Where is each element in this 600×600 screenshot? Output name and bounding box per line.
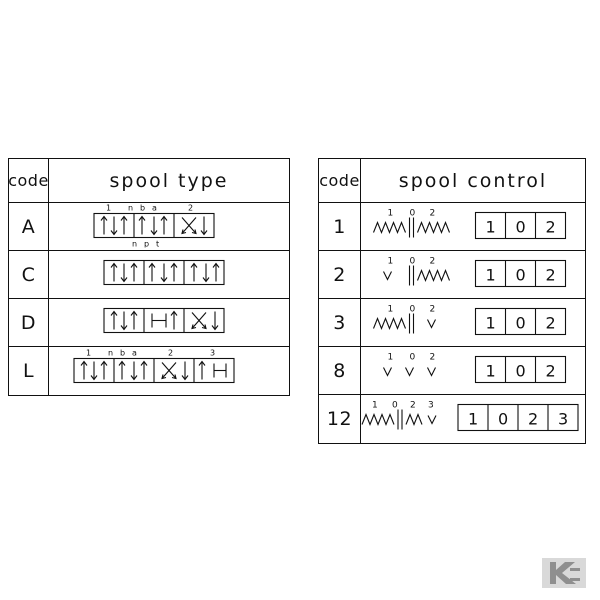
svg-text:a: a — [152, 203, 157, 212]
table-row — [319, 203, 585, 251]
control-symbol-1-cell — [361, 203, 585, 250]
spool-symbol-c-cell — [49, 251, 289, 298]
spool-symbol-a — [84, 201, 254, 252]
svg-text:0: 0 — [409, 352, 416, 362]
table-row — [9, 347, 289, 395]
svg-text:2: 2 — [429, 208, 436, 218]
spool-symbol-d — [94, 303, 244, 342]
row-code-3: 3 — [319, 299, 361, 346]
svg-text:a: a — [132, 348, 137, 358]
svg-text:1: 1 — [387, 208, 394, 218]
svg-text:2: 2 — [168, 348, 174, 358]
control-symbol-12 — [358, 396, 588, 443]
svg-text:0: 0 — [515, 265, 526, 284]
spool-symbol-l — [64, 347, 274, 396]
table-row — [319, 347, 585, 395]
svg-text:1: 1 — [485, 313, 496, 332]
control-symbol-1 — [366, 203, 581, 250]
svg-text:2: 2 — [410, 400, 416, 411]
svg-text:3: 3 — [428, 400, 434, 411]
svg-text:1: 1 — [387, 256, 394, 266]
svg-text:2: 2 — [545, 265, 556, 284]
table-row — [9, 251, 289, 299]
spool-symbol-d-cell — [49, 299, 289, 346]
svg-text:2: 2 — [545, 361, 556, 380]
svg-text:1: 1 — [387, 352, 394, 362]
spool-control-table — [318, 158, 586, 444]
table-row — [9, 299, 289, 347]
svg-text:1: 1 — [468, 409, 479, 429]
header-title-cell — [49, 159, 289, 202]
svg-text:b: b — [120, 348, 126, 358]
svg-text:1: 1 — [387, 304, 394, 314]
svg-text:2: 2 — [429, 304, 436, 314]
svg-text:0: 0 — [515, 361, 526, 380]
table-header-row — [319, 159, 585, 203]
svg-text:2: 2 — [429, 256, 436, 266]
svg-text:0: 0 — [392, 400, 398, 411]
svg-text:0: 0 — [515, 217, 526, 236]
row-code-c: C — [9, 251, 49, 298]
header-code-label-control: code — [319, 159, 361, 202]
svg-text:2: 2 — [545, 217, 556, 236]
svg-text:1: 1 — [372, 400, 378, 411]
control-symbol-2 — [366, 251, 581, 298]
control-symbol-8 — [366, 347, 581, 394]
svg-text:1: 1 — [485, 265, 496, 284]
svg-text:t: t — [156, 239, 160, 247]
svg-text:n: n — [108, 348, 114, 358]
svg-text:2: 2 — [545, 313, 556, 332]
spool-type-table — [8, 158, 290, 396]
control-symbol-3-cell — [361, 299, 585, 346]
svg-text:3: 3 — [558, 409, 569, 429]
row-code-l: L — [9, 347, 49, 395]
svg-text:0: 0 — [409, 256, 416, 266]
table-row — [319, 251, 585, 299]
svg-text:0: 0 — [409, 304, 416, 314]
table-header-row — [9, 159, 289, 203]
control-symbol-8-cell — [361, 347, 585, 394]
spool-symbol-c — [94, 255, 244, 294]
table-row — [9, 203, 289, 251]
svg-text:n: n — [128, 203, 134, 212]
svg-text:0: 0 — [515, 313, 526, 332]
svg-text:n: n — [132, 239, 138, 247]
svg-text:2: 2 — [188, 203, 194, 212]
svg-text:0: 0 — [498, 409, 509, 429]
row-code-1: 1 — [319, 203, 361, 250]
svg-text:1: 1 — [485, 361, 496, 380]
spool-control-title: spool control — [398, 169, 548, 192]
row-code-d: D — [9, 299, 49, 346]
spool-symbol-l-cell — [49, 347, 289, 395]
table-row — [319, 299, 585, 347]
spool-symbol-a-cell — [49, 203, 289, 250]
svg-text:p: p — [144, 239, 150, 247]
control-symbol-3 — [366, 299, 581, 346]
control-symbol-12-cell — [361, 395, 585, 443]
row-code-12: 12 — [319, 395, 361, 443]
svg-text:2: 2 — [528, 409, 539, 429]
row-code-8: 8 — [319, 347, 361, 394]
header-title-cell-control — [361, 159, 585, 202]
svg-text:1: 1 — [86, 348, 92, 358]
control-symbol-2-cell — [361, 251, 585, 298]
row-code-2: 2 — [319, 251, 361, 298]
svg-text:1: 1 — [485, 217, 496, 236]
row-code-a: A — [9, 203, 49, 250]
svg-text:b: b — [140, 203, 146, 212]
corner-logo — [542, 558, 586, 588]
svg-text:3: 3 — [210, 348, 216, 358]
svg-text:1: 1 — [106, 203, 112, 212]
svg-text:0: 0 — [409, 208, 416, 218]
svg-text:2: 2 — [429, 352, 436, 362]
spool-type-title: spool type — [109, 169, 229, 192]
header-code-label: code — [9, 159, 49, 202]
table-row — [319, 395, 585, 443]
